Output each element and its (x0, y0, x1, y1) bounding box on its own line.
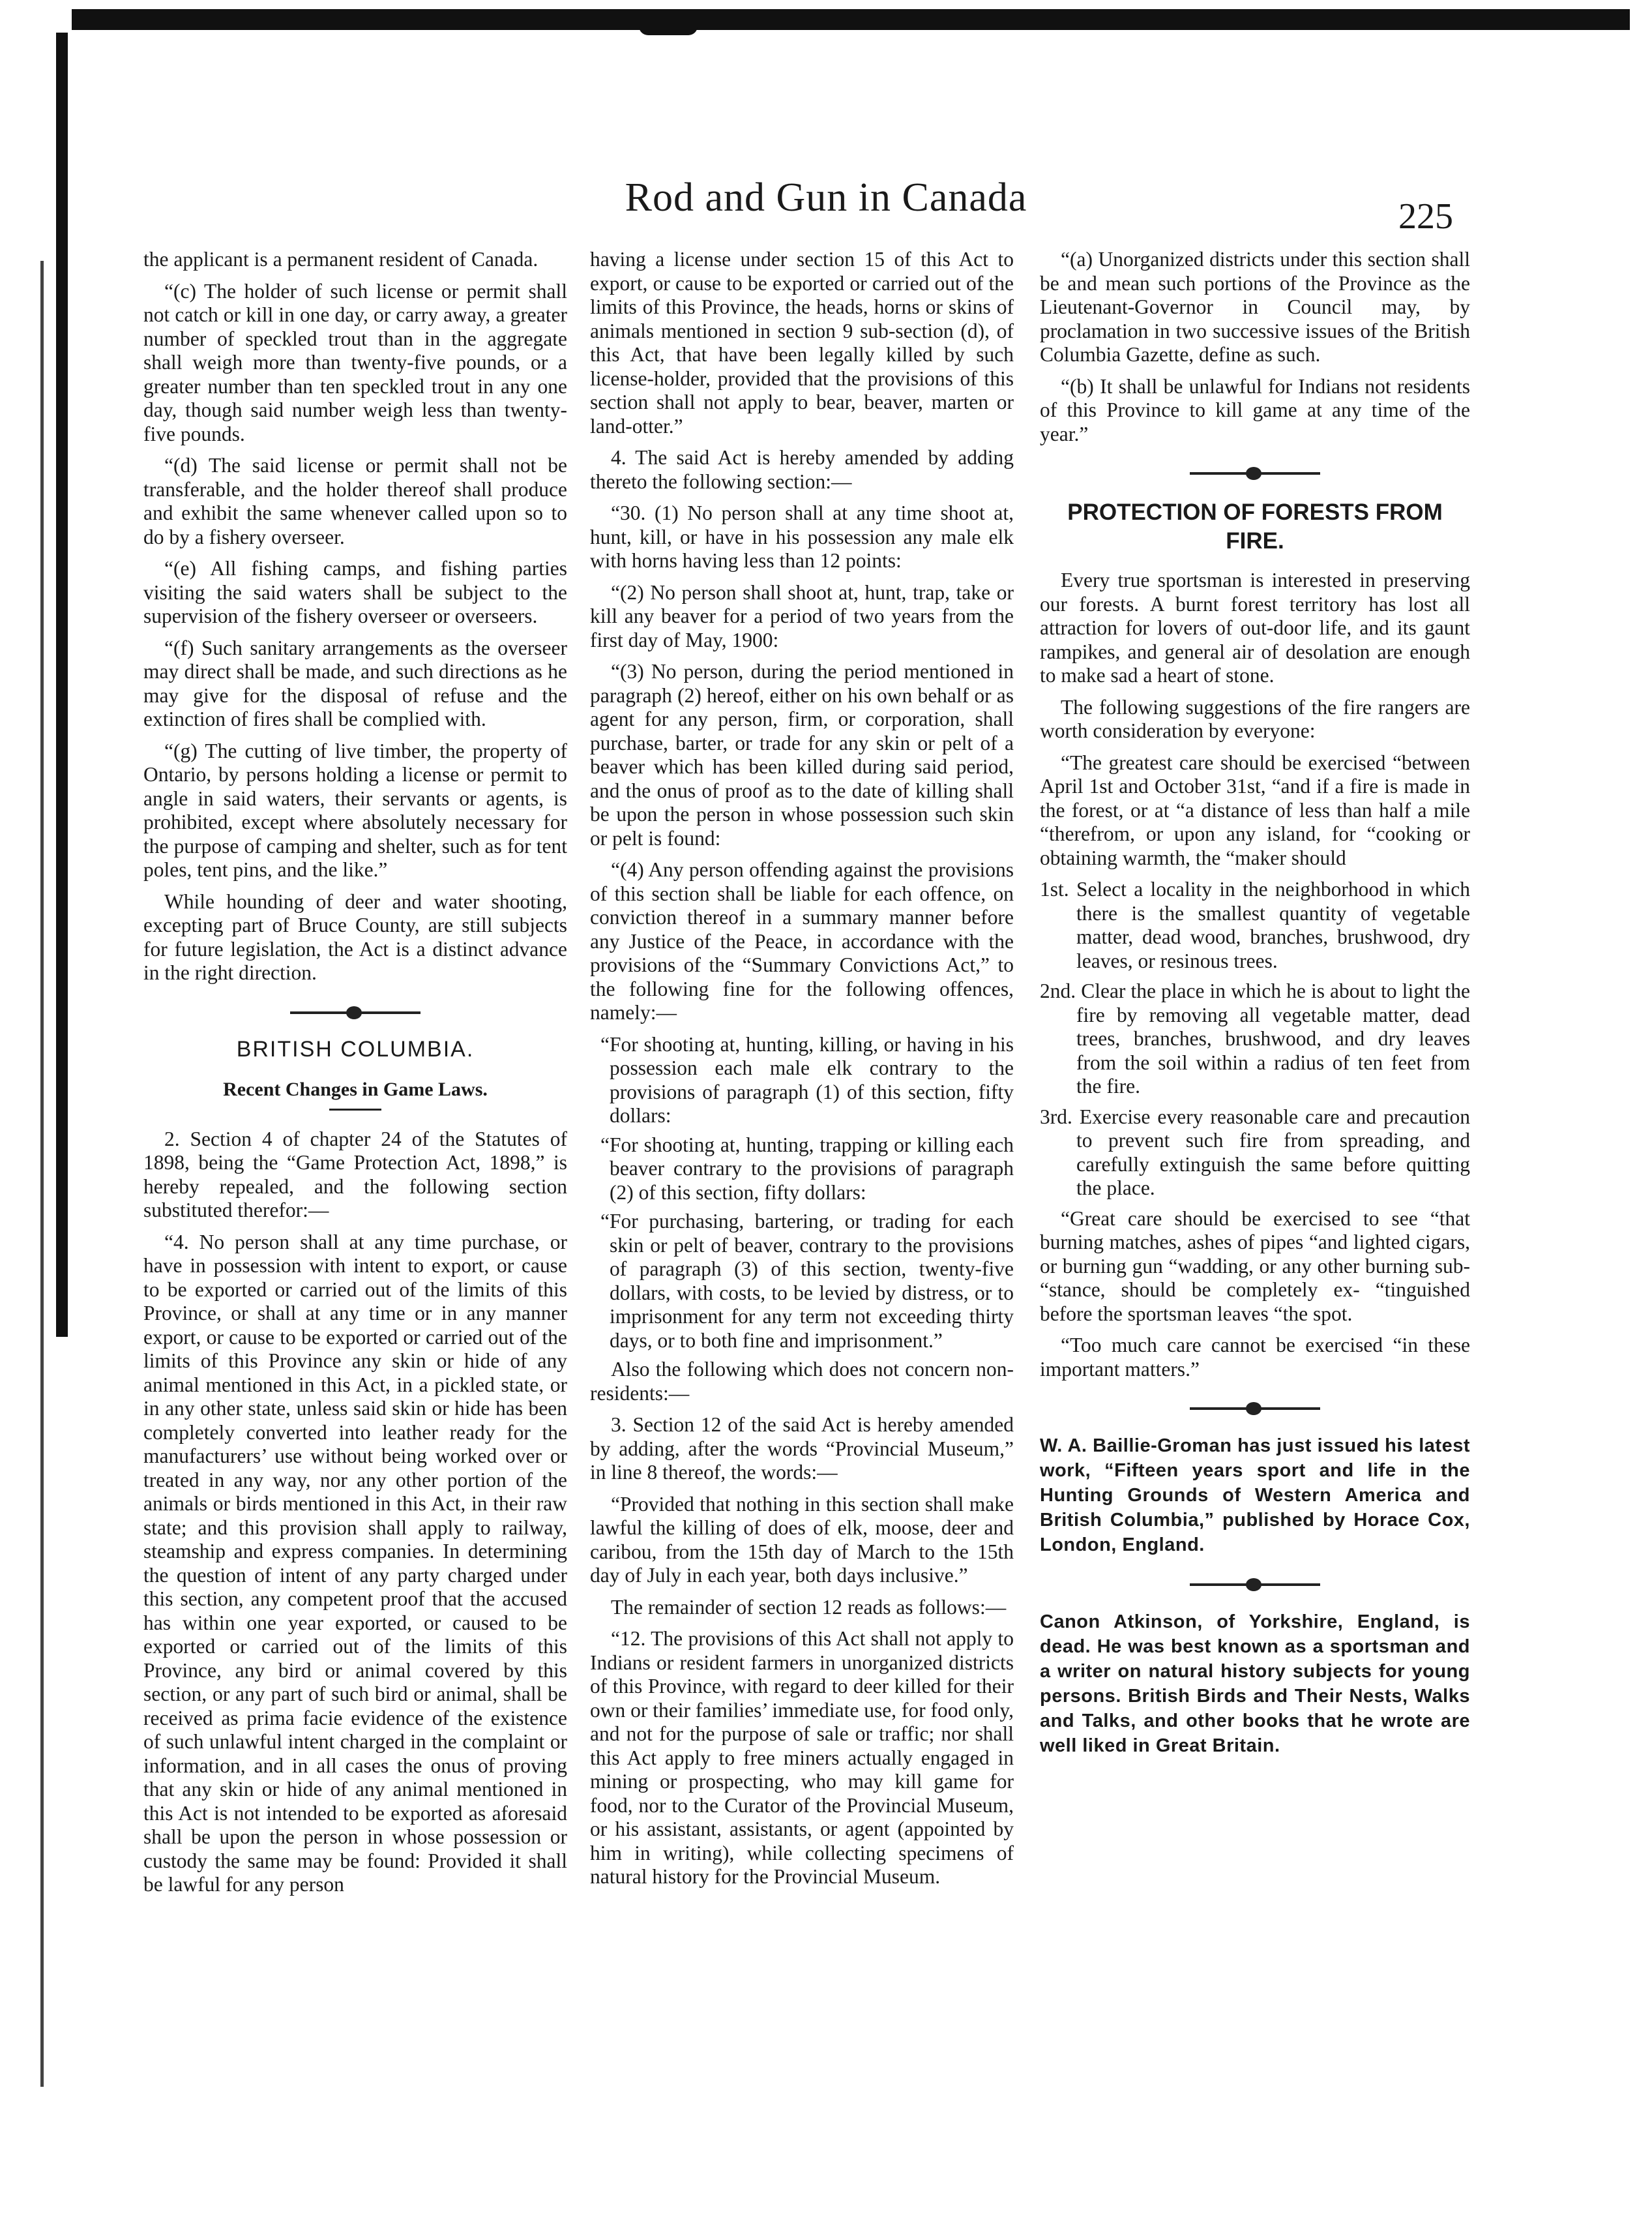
section-divider (1190, 472, 1320, 475)
section-divider (290, 1011, 420, 1014)
fine-item: “For shooting at, hunting, trapping or killing each beaver contrary to the provisions of paragraph (2) of this section, fifty dollars: (600, 1133, 1014, 1204)
paragraph: “(4) Any person offending against the provisions of this section shall be liable for each offence, on conviction thereof in a summary manner before any Justice of the Peace, in accordance with the provisions of the “Summary Convictions Act,” to the following fine for the following offences, namely:— (590, 858, 1014, 1024)
page-number: 225 (1398, 196, 1453, 237)
paragraph: “(g) The cutting of live timber, the property of Ontario, by persons holding a license or permit to angle in said waters, their servants or agents, is prohibited, except where absolutely necessary for the purpose of camping and shelter, such as for tent poles, tent pins, and the like.” (143, 739, 567, 881)
left-edge-shadow (40, 261, 44, 2087)
paragraph: “Provided that nothing in this section shall make lawful the killing of does of elk, moose, deer and caribou, from the 15th day of March to the 15th day of July in each year, both days inclusive.” (590, 1492, 1014, 1587)
top-border-bar (72, 9, 1630, 30)
news-note-atkinson (1040, 1609, 1470, 1758)
column-left (143, 248, 567, 1905)
section-divider (1190, 1407, 1320, 1410)
note-text: W. A. Baillie-Groman has just issued his latest work, “Fifteen years sport and life in the Hunting Grounds of Western America and British Columbia,” published by Horace Cox, London, England. (1040, 1435, 1470, 1555)
paragraph: “(3) No person, during the period mentioned in paragraph (2) hereof, either on his own behalf or as agent for any person, firm, or corporation, shall purchase, barter, or trade for any skin or pelt of a beaver which has been killed during said period, and the onus of proof as to the date of killing shall be upon the person in whose possession such skin or pelt is found: (590, 660, 1014, 850)
column-right (1040, 248, 1470, 1766)
subheading-rule (329, 1109, 381, 1111)
paragraph: “4. No person shall at any time purchase, or have in possession with intent to export, or cause to be exported or carried out of the limits of this Province, or shall at any time or in any manner export, or cause to be exported or carried out of the limits of this Province any skin or hide of any animal mentioned in this Act, in a pickled state, or in any other state, unless said skin or hide has been completely converted into leather ready for the manufacturers’ use without being worked over or treated in any way, nor any other portion of the animals or birds mentioned in this Act, in their raw state; and this provision shall apply to railway, steamship and express companies. In determining the question of intent of any party charged under this section, any competent proof that the accused has within one year exported, or caused to be exported or carried out of the limits of this Province, any bird or animal covered by this section, or any part of such bird or animal, shall be received as prima facie evidence of the existence of such unlawful intent charged in the complaint or information, and in all cases the onus of proving that any skin or hide of any animal mentioned in this Act is not intended to be exported as aforesaid shall be upon the person in whose possession or custody the same may be found: Provided it shall be lawful for any person (143, 1230, 567, 1896)
paragraph: The following suggestions of the fire rangers are worth consideration by everyone: (1040, 695, 1470, 742)
note-text: Canon Atkinson, of Yorkshire, England, is dead. He was best known as a sportsman and a writer on natural history subjects for young persons. British Birds and Their Nests, Walks and Talks, and other books that he wrote are well liked in Great Britain. (1040, 1611, 1470, 1756)
top-border-notch (639, 26, 698, 35)
paragraph: “(2) No person shall shoot at, hunt, trap, take or kill any beaver for a period of two years from the first day of May, 1900: (590, 580, 1014, 651)
paragraph: “(d) The said license or permit shall not be transferable, and the holder thereof shall produce and exhibit the same whenever called upon so to do by a fishery overseer. (143, 454, 567, 548)
paragraph: the applicant is a permanent resident of Canada. (143, 248, 538, 271)
paragraph: Every true sportsman is interested in preserving our forests. A burnt forest territory has lost all attraction for lovers of out-door life, and its gaunt rampikes, and general air of desolation are enough to make sad a heart of stone. (1040, 569, 1470, 687)
paragraph: “Great care should be exercised to see “that burning matches, ashes of pipes “and lighted cigars, or burning gun “wadding, or any other burning sub- “stance, should be completely ex- “tinguished before the sportsman leaves “the spot. (1040, 1206, 1470, 1325)
fine-item: “For purchasing, bartering, or trading for each skin or pelt of beaver, contrary to the provisions of paragraph (3) of this section, twenty-five dollars, with costs, to be levied by distress, or to imprisonment for any term not exceeding thirty days, or to both fine and imprisonment.” (600, 1210, 1014, 1352)
paragraph: “12. The provisions of this Act shall not apply to Indians or resident farmers in unorganized districts of this Province, with regard to deer killed for their own or their families’ immediate use, for food only, and not for the purpose of sale or traffic; nor shall this Act apply to free miners actually engaged in mining or prospecting, who may kill game for food, nor to the Curator of the Provincial Museum, or his assistant, assistants, or agent (appointed by him in writing), while collecting specimens of natural history for the Provincial Museum. (590, 1627, 1014, 1888)
paragraph: having a license under section 15 of this Act to export, or cause to be exported or carried out of the limits of this Province, the heads, horns or skins of animals mentioned in section 9 sub-section (d), of this Act, that have been legally killed by such license-holder, provided that the provisions of this section shall not apply to bear, beaver, marten or land-otter.” (590, 248, 1014, 438)
paragraph: The remainder of section 12 reads as follows:— (611, 1595, 1007, 1619)
left-binding-rule (56, 33, 68, 1337)
paragraph: “(b) It shall be unlawful for Indians not residents of this Province to kill game at any time of the year.” (1040, 374, 1470, 445)
paragraph: “(f) Such sanitary arrangements as the overseer may direct shall be made, and such directions as he may give for the disposal of refuse and the extinction of fires shall be complied with. (143, 636, 567, 730)
paragraph: “(e) All fishing camps, and fishing parties visiting the said waters shall be subject to the supervision of the fishery overseer or overseers. (143, 557, 567, 627)
section-divider (1190, 1583, 1320, 1586)
paragraph: “Too much care cannot be exercised “in these important matters.” (1040, 1334, 1470, 1381)
fine-item: “For shooting at, hunting, killing, or having in his possession each male elk contrary to the provisions of paragraph (1) of this section, fifty dollars: (600, 1032, 1014, 1127)
column-middle (590, 248, 1014, 1897)
news-note-baillie-groman (1040, 1433, 1470, 1557)
subheading-game-laws: Recent Changes in Game Laws. (223, 1079, 488, 1100)
paragraph: “(c) The holder of such license or permit shall not catch or kill in one day, or carry away, a greater number of speckled trout than in the aggregate shall weigh more than twenty-five pounds, or a greater number than ten speckled trout in any one day, though said number weigh less than twenty-five pounds. (143, 279, 567, 445)
list-item: 3rd. Exercise every reasonable care and precaution to prevent such fire from spreading, and carefully extinguish the same before quitting the place. (1040, 1105, 1470, 1199)
paragraph: 3. Section 12 of the said Act is hereby amended by adding, after the words “Provincial Museum,” in line 8 thereof, the words:— (590, 1413, 1014, 1484)
paragraph: While hounding of deer and water shooting, excepting part of Bruce County, are still subjects for future legislation, the Act is a distinct advance in the right direction. (143, 889, 567, 984)
fines-list (590, 1033, 1014, 1353)
paragraph: “(a) Unorganized districts under this section shall be and mean such portions of the Province as the Lieutenant-Governor in Council may, by proclamation in two successive issues of the British Columbia Gazette, define as such. (1040, 248, 1470, 366)
section-heading-british-columbia: BRITISH COLUMBIA. (236, 1036, 475, 1062)
paragraph: “30. (1) No person shall at any time shoot at, hunt, kill, or have in his possession any male elk with horns having less than 12 points: (590, 501, 1014, 572)
section-heading-forests: PROTECTION OF FORESTS FROM FIRE. (1067, 500, 1443, 554)
list-item: 2nd. Clear the place in which he is about to light the fire by removing all vegetable matter, dead trees, branches, brushwood, and dry leaves from the soil within a radius of ten feet from the fire. (1040, 979, 1470, 1098)
page-title: Rod and Gun in Canada (625, 175, 1027, 220)
paragraph: 2. Section 4 of chapter 24 of the Statutes of 1898, being the “Game Protection Act, 1898,” is hereby repealed, and the following section substituted therefor:— (143, 1127, 567, 1221)
paragraph: “The greatest care should be exercised “between April 1st and October 31st, “and if a fire is made in the forest, or at “a distance of less than half a mile “therefrom, or upon any island, for “cooking or obtaining warmth, the “maker should (1040, 751, 1470, 869)
paragraph: Also the following which does not concern non-residents:— (590, 1358, 1014, 1405)
list-item: 1st. Select a locality in the neighborhood in which there is the smallest quantity of vegetable matter, dead wood, branches, brushwood, dry leaves, or resinous trees. (1040, 878, 1470, 972)
paragraph: 4. The said Act is hereby amended by adding thereto the following section:— (590, 446, 1014, 493)
